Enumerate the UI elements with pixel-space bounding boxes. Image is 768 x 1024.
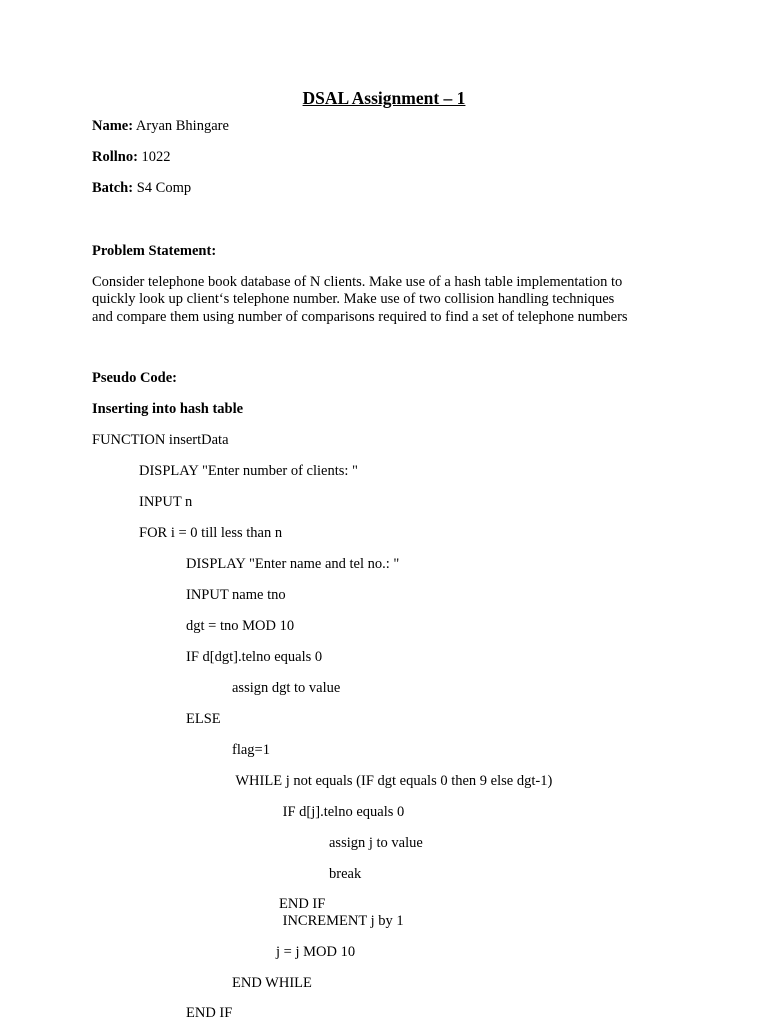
name-value: Aryan Bhingare bbox=[133, 118, 229, 134]
code-line: assign j to value bbox=[329, 835, 423, 851]
code-line: IF d[j].telno equals 0 bbox=[279, 804, 405, 820]
problem-line: quickly look up client‘s telephone number. Make use of two collision handling techniques bbox=[92, 291, 615, 308]
code-line: DISPLAY "Enter number of clients: " bbox=[139, 463, 358, 479]
problem-statement-paragraph bbox=[92, 274, 692, 326]
code-line: FUNCTION insertData bbox=[92, 432, 229, 448]
code-line: IF d[dgt].telno equals 0 bbox=[186, 649, 323, 665]
code-line: ELSE bbox=[186, 711, 221, 727]
problem-line: and compare them using number of comparisons required to find a set of telephone numbers bbox=[92, 308, 628, 325]
code-line: flag=1 bbox=[232, 742, 270, 758]
rollno-line bbox=[92, 149, 171, 166]
code-line: assign dgt to value bbox=[232, 680, 341, 696]
rollno-value: 1022 bbox=[137, 149, 171, 165]
code-line: dgt = tno MOD 10 bbox=[186, 618, 295, 634]
document-title: DSAL Assignment – 1 bbox=[302, 88, 466, 108]
code-line: WHILE j not equals (IF dgt equals 0 then 9 else dgt-1) bbox=[232, 773, 553, 789]
code-line: END IF bbox=[279, 896, 326, 912]
problem-statement-heading: Problem Statement: bbox=[92, 243, 217, 259]
code-line: j = j MOD 10 bbox=[276, 944, 356, 960]
code-line: INPUT name tno bbox=[186, 587, 286, 603]
batch-label: Batch: bbox=[92, 180, 134, 196]
rollno-label: Rollno: bbox=[92, 149, 138, 165]
insert-heading: Inserting into hash table bbox=[92, 401, 244, 417]
batch-value: S4 Comp bbox=[133, 180, 192, 196]
code-line: DISPLAY "Enter name and tel no.: " bbox=[186, 556, 400, 572]
code-line: break bbox=[329, 866, 362, 882]
code-line: INCREMENT j by 1 bbox=[279, 913, 404, 929]
problem-line: Consider telephone book database of N clients. Make use of a hash table implementation to bbox=[92, 274, 623, 290]
code-line: INPUT n bbox=[139, 494, 193, 510]
batch-line bbox=[92, 180, 191, 197]
name-label: Name: bbox=[92, 118, 134, 134]
pseudo-code-heading: Pseudo Code: bbox=[92, 370, 177, 386]
code-line: END IF bbox=[186, 1005, 233, 1021]
code-line: FOR i = 0 till less than n bbox=[139, 525, 283, 541]
code-line: END WHILE bbox=[232, 975, 312, 991]
name-line bbox=[92, 118, 229, 135]
